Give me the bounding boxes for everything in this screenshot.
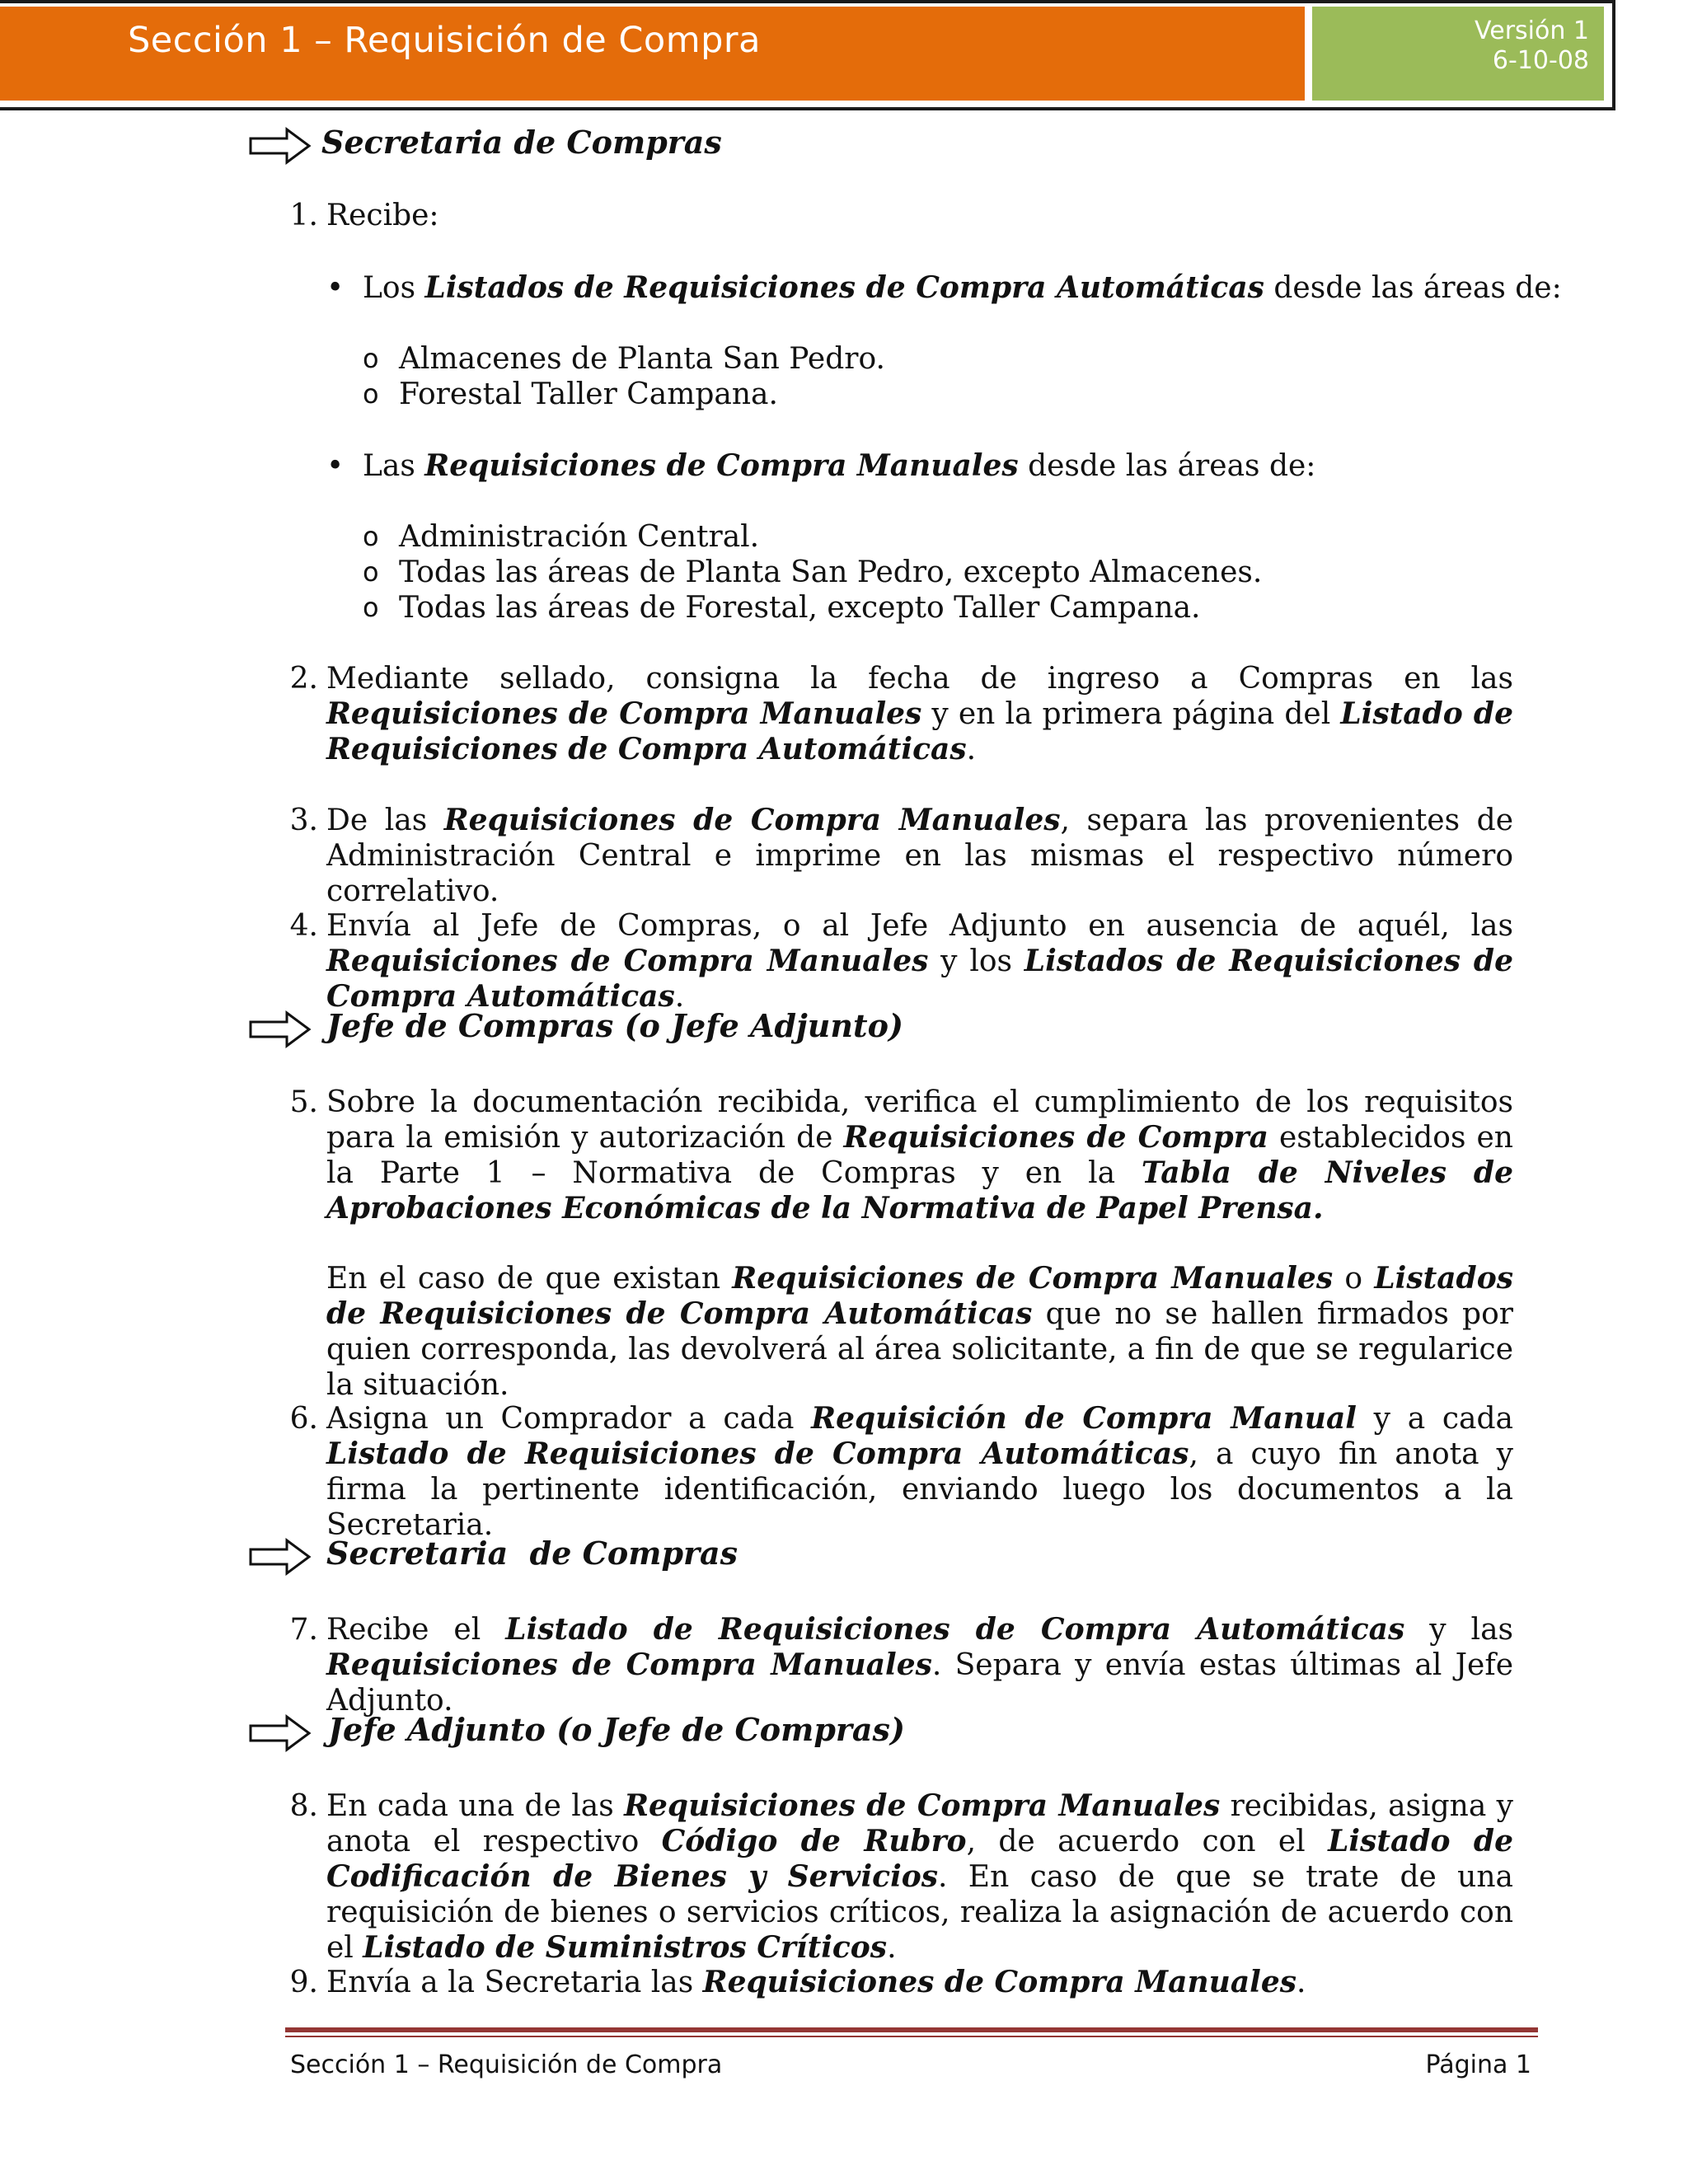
- section-title: Jefe Adjunto (o Jefe de Compras): [328, 1711, 905, 1748]
- text-run: y las: [1404, 1613, 1514, 1647]
- text-run-emphasis: Listado de Requisiciones de Compra Automáticas: [326, 1436, 1189, 1471]
- sub-item-text: Todas las áreas de Planta San Pedro, excepto Almacenes.: [399, 555, 1263, 589]
- step-5-paragraph: [326, 1261, 1513, 1403]
- text-run-emphasis: Listados de Requisiciones de Compra Automáticas: [326, 1261, 1513, 1331]
- text-run: , a cuyo fin anota y firma la pertinente identificación, enviando luego los documentos a la Secretaria.: [326, 1437, 1513, 1542]
- text-run: y a cada: [1356, 1402, 1513, 1436]
- text-run: Envía a la Secretaria las: [326, 1966, 703, 1999]
- text-run: Envía al Jefe de Compras, o al Jefe Adjunto en ausencia de aquél, las: [326, 909, 1513, 943]
- text-run: Las: [363, 449, 425, 483]
- version-date: 6-10-08: [1492, 46, 1589, 75]
- text-run: En el caso de que existan: [326, 1262, 733, 1296]
- section-title: Jefe de Compras (o Jefe Adjunto): [326, 1007, 903, 1044]
- text-run-emphasis: Requisiciones de Compra Manuales: [326, 944, 929, 978]
- header-title-bar: [0, 7, 1305, 101]
- circle-bullet-icon: o: [363, 521, 379, 552]
- sub-item-text: Almacenes de Planta San Pedro.: [399, 342, 885, 376]
- text-run: Recibe el: [326, 1613, 506, 1647]
- step-number: 5.: [289, 1085, 318, 1119]
- step-number: 8.: [289, 1789, 318, 1823]
- text-run-emphasis: Listado de Requisiciones de Compra Automáticas: [505, 1612, 1405, 1647]
- step-3-text: [326, 803, 1513, 909]
- header-version: [1475, 16, 1589, 76]
- text-run: y los: [928, 944, 1025, 978]
- text-run: . En caso de que se trate de una requisición de bienes o servicios críticos, realiza la asignación de acuerdo con el: [326, 1860, 1513, 1965]
- sub-item-text: Forestal Taller Campana.: [399, 377, 778, 411]
- text-run-emphasis: Listados de Requisiciones de Compra Automáticas: [424, 270, 1264, 305]
- text-run-emphasis: Requisición de Compra Manual: [811, 1401, 1357, 1436]
- step-4-text: [326, 908, 1513, 1015]
- version-label: Versión 1: [1475, 16, 1589, 45]
- circle-bullet-icon: o: [363, 378, 379, 410]
- text-run-emphasis: Requisiciones de Compra Manuales: [326, 1647, 932, 1682]
- text-run-emphasis: Listado de Requisiciones de Compra Automáticas: [326, 696, 1513, 766]
- text-run: y en la primera página del: [921, 697, 1341, 731]
- step-8-text: [326, 1788, 1513, 1966]
- step-9-text: [326, 1965, 1513, 2000]
- step-number: 6.: [289, 1402, 318, 1436]
- text-run: .: [674, 980, 685, 1014]
- step-number: 2.: [289, 662, 318, 696]
- right-arrow-icon: [249, 1714, 312, 1752]
- text-run: desde las áreas de:: [1264, 271, 1562, 305]
- text-run: . Separa y envía estas últimas al Jefe Adjunto.: [326, 1648, 1513, 1718]
- text-run-emphasis: Listados de Requisiciones de Compra Automáticas: [326, 944, 1513, 1014]
- text-run-emphasis: Código de Rubro: [661, 1824, 967, 1858]
- text-run: En cada una de las: [326, 1789, 625, 1823]
- text-run: , de acuerdo con el: [966, 1825, 1329, 1858]
- text-run: .: [1296, 1966, 1306, 1999]
- text-run-emphasis: Requisiciones de Compra Manuales: [326, 696, 922, 731]
- text-run: Asigna un Comprador a cada: [326, 1402, 812, 1436]
- section-title: Secretaria de Compras: [326, 1535, 738, 1572]
- text-run: Mediante sellado, consigna la fecha de ingreso a Compras en las: [326, 662, 1513, 696]
- step-number: 3.: [289, 804, 318, 837]
- text-run: De las: [326, 804, 444, 837]
- step-number: 4.: [289, 909, 318, 943]
- step-number: 9.: [289, 1966, 318, 1999]
- text-run: .: [887, 1931, 897, 1965]
- circle-bullet-icon: o: [363, 343, 379, 374]
- text-run-emphasis: Requisiciones de Compra Manuales: [624, 1788, 1221, 1823]
- step-1-text: Recibe:: [326, 199, 439, 232]
- step-6-text: [326, 1401, 1513, 1543]
- step-number: 1.: [289, 199, 318, 232]
- footer-rule: [285, 2027, 1538, 2032]
- text-run: o: [1333, 1262, 1375, 1296]
- section-title: Secretaria de Compras: [321, 124, 722, 161]
- text-run-emphasis: Listado de Suministros Críticos: [363, 1930, 888, 1965]
- text-run: recibidas, asigna y anota el respectivo: [326, 1789, 1513, 1858]
- footer-rule-thin: [285, 2036, 1538, 2037]
- right-arrow-icon: [249, 1538, 312, 1576]
- step-7-text: [326, 1612, 1513, 1718]
- text-run-emphasis: Requisiciones de Compra Manuales: [424, 448, 1019, 483]
- text-run: que no se hallen firmados por quien corresponda, las devolverá al área solicitante, a fin de que se regularice la situación.: [326, 1297, 1513, 1402]
- sub-item-text: Administración Central.: [399, 520, 760, 554]
- text-run: desde las áreas de:: [1018, 449, 1316, 483]
- text-run: establecidos en la Parte 1 – Normativa de Compras y en la: [326, 1121, 1513, 1190]
- text-run-emphasis: Tabla de Niveles de Aprobaciones Económicas de la Normativa de Papel Prensa.: [326, 1155, 1513, 1226]
- text-run: , separa las provenientes de Administración Central e imprime en las mismas el respectivo número correlativo.: [326, 804, 1513, 908]
- text-run-emphasis: Requisiciones de Compra Manuales: [443, 803, 1061, 837]
- step-2-text: [326, 661, 1513, 767]
- step-number: 7.: [289, 1613, 318, 1647]
- header-version-box: [1312, 7, 1604, 101]
- right-arrow-icon: [249, 127, 312, 165]
- text-run-emphasis: Requisiciones de Compra Manuales: [732, 1261, 1334, 1296]
- text-run-emphasis: Requisiciones de Compra Manuales: [702, 1965, 1296, 1999]
- step-5-text: [326, 1085, 1513, 1226]
- text-run-emphasis: Requisiciones de Compra: [843, 1120, 1268, 1155]
- bullet-icon: •: [326, 449, 345, 483]
- text-run-emphasis: Listado de Codificación de Bienes y Servicios: [326, 1824, 1513, 1894]
- bullet-icon: •: [326, 271, 345, 305]
- header-title: Sección 1 – Requisición de Compra: [128, 20, 761, 61]
- sub-item-text: Todas las áreas de Forestal, excepto Taller Campana.: [399, 591, 1201, 625]
- text-run: .: [966, 733, 977, 766]
- circle-bullet-icon: o: [363, 556, 379, 588]
- text-run: Sobre la documentación recibida, verifica el cumplimiento de los requisitos para la emisión y autorización de: [326, 1085, 1513, 1155]
- text-run: Los: [363, 271, 425, 305]
- footer-section-title: Sección 1 – Requisición de Compra: [290, 2050, 723, 2079]
- right-arrow-icon: [249, 1010, 312, 1048]
- circle-bullet-icon: o: [363, 592, 379, 623]
- footer-page-number: Página 1: [1425, 2050, 1531, 2079]
